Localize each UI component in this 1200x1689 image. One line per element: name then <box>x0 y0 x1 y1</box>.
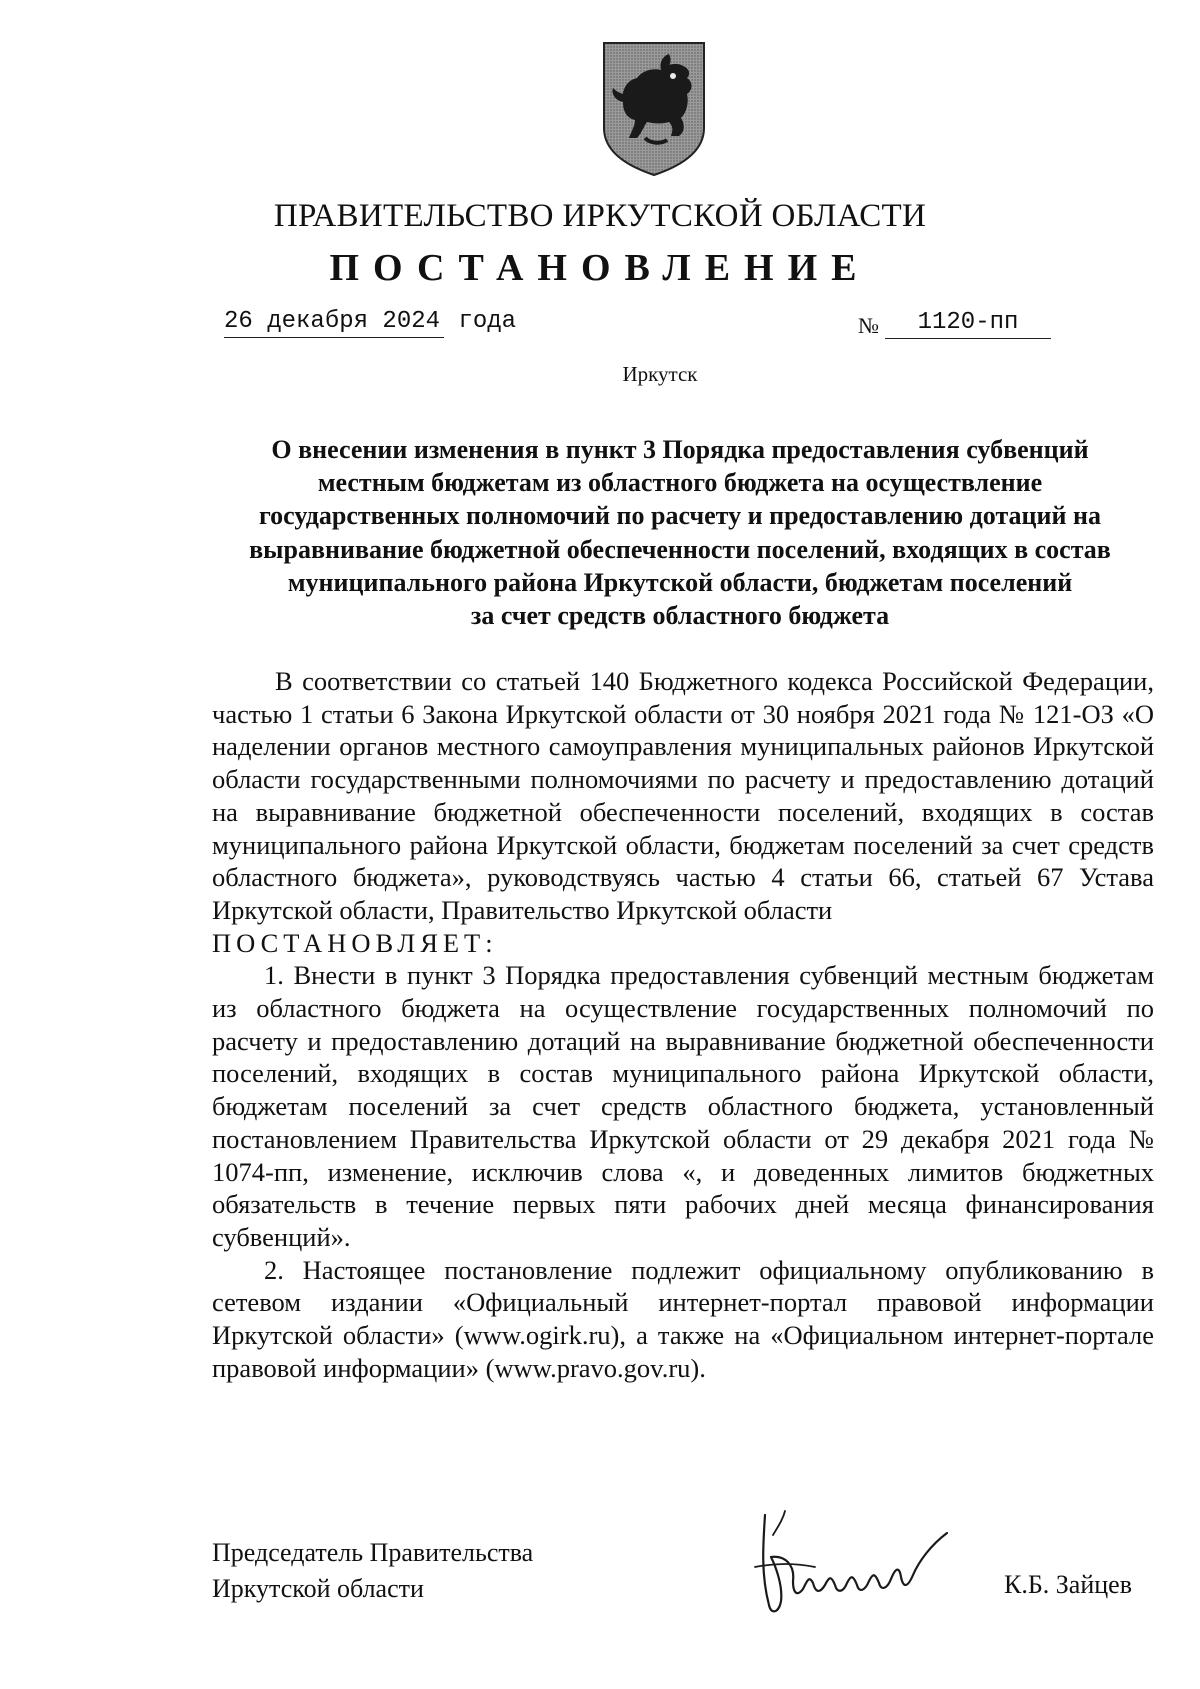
government-title: ПРАВИТЕЛЬСТВО ИРКУТСКОЙ ОБЛАСТИ <box>273 198 927 234</box>
position-line: Председатель Правительства <box>212 1538 534 1567</box>
subject-line: за счет средств областного бюджета <box>470 601 890 631</box>
preamble-paragraph: В соответствии со статьей 140 Бюджетного кодекса Российской Федерации, частью 1 статьи 6 Закона Иркутской области от 30 ноября 2021 года № 121-ОЗ «О наделении органов местного самоуправления муниципальных районов Иркутской области государственными полномочиями по расчету и предоставлению дотаций на выравнивание бюджетной обеспеченности поселений, входящих в состав муниципального района Иркутской области, бюджетам поселений за счет средств областного бюджета», руководствуясь частью 4 статьи 66, статьей 67 Устава Иркутской области, Правительство Иркутской области <box>212 666 1154 925</box>
coat-of-arms-svg <box>601 40 707 178</box>
item-1-paragraph: 1. Внести в пункт 3 Порядка предоставления субвенций местным бюджетам из областного бюджета на осуществление государственных полномочий по расчету и предоставлению дотаций на выравнивание бюджетной обеспеченности поселений, входящих в состав муниципального района Иркутской области, бюджетам поселений за счет средств областного бюджета, установленный постановлением Правительства Иркутской области от 29 декабря 2021 года № 1074-пп, изменение, исключив слова «, и доведенных лимитов бюджетных обязательств в течение первых пяти рабочих дней месяца финансирования субвенций». <box>212 960 1154 1252</box>
subject-line: муниципального района Иркутской области, бюджетам поселений <box>287 567 1073 597</box>
resolves-line: ПОСТАНОВЛЯЕТ: <box>212 927 498 958</box>
subject-line: местным бюджетам из областного бюджета на осуществление <box>317 468 1043 498</box>
subject-line: государственных полномочий по расчету и предоставлению дотаций на <box>259 501 1101 531</box>
document-number <box>858 308 1051 339</box>
signatory-position <box>212 1535 533 1607</box>
document-date <box>224 308 516 338</box>
document-type-heading: ПОСТАНОВЛЕНИЕ <box>329 247 871 289</box>
subject-line: О внесении изменения в пункт 3 Порядка предоставления субвенций <box>271 435 1089 464</box>
city-name: Иркутск <box>622 362 698 386</box>
number-sign: № <box>858 313 879 338</box>
signature-svg <box>735 1505 965 1625</box>
date-value: 26 декабря 2024 <box>224 308 444 338</box>
document-subject <box>200 433 1160 632</box>
document-body <box>212 665 1154 1384</box>
position-line: Иркутской области <box>212 1574 424 1603</box>
number-value: 1120-пп <box>885 309 1051 339</box>
handwritten-signature-icon <box>735 1505 965 1625</box>
item-2-paragraph: 2. Настоящее постановление подлежит официальному опубликованию в сетевом издании «Официальный интернет-портал правовой информации Иркутской области» (www.ogirk.ru), а также на «Официальном интернет-портале правовой информации» (www.pravo.gov.ru). <box>212 1254 1154 1383</box>
coat-of-arms-icon <box>601 40 707 178</box>
date-suffix: года <box>458 308 517 335</box>
signer-name: К.Б. Зайцев <box>1004 1570 1132 1599</box>
subject-line: выравнивание бюджетной обеспеченности поселений, входящих в состав <box>249 534 1111 564</box>
